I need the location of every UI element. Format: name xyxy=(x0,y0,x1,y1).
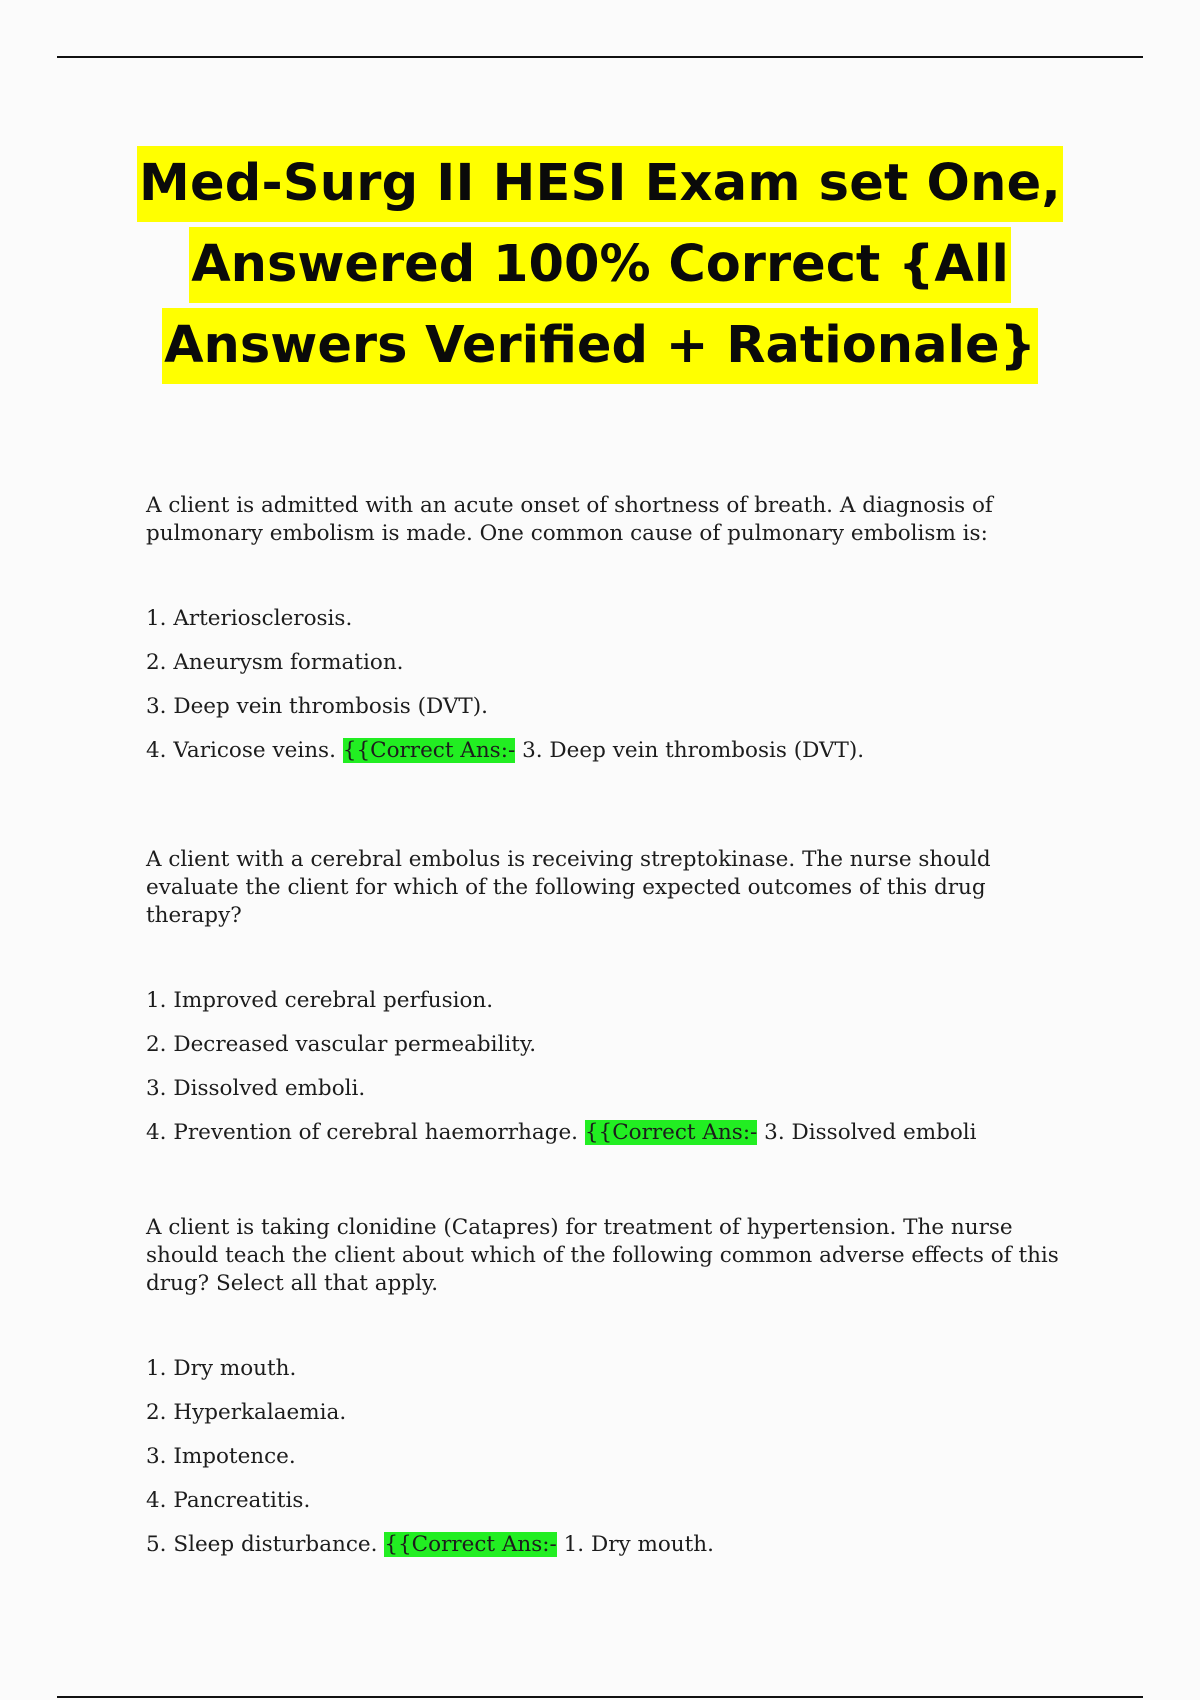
option-item: 1. Dry mouth. xyxy=(146,1356,297,1381)
option-item: 1. Improved cerebral perfusion. xyxy=(146,988,494,1013)
option-list xyxy=(146,606,1076,764)
option-item: 2. Decreased vascular permeability. xyxy=(146,1032,537,1057)
correct-answer-tag: {{Correct Ans:- xyxy=(384,1532,557,1557)
option-item: 2. Aneurysm formation. xyxy=(146,650,404,675)
document-title xyxy=(0,146,1200,389)
option-item-with-answer xyxy=(146,738,1076,764)
question-block xyxy=(146,846,1076,1214)
top-rule xyxy=(57,56,1143,58)
question-text: A client with a cerebral embolus is receiving streptokinase. The nurse should evaluate the client for which of the following expected outcomes of this drug therapy? xyxy=(146,847,991,928)
option-item: 3. Deep vein thrombosis (DVT). xyxy=(146,694,488,719)
option-item: 4. Pancreatitis. xyxy=(146,1488,311,1513)
option-text: 4. Prevention of cerebral haemorrhage. xyxy=(146,1120,579,1145)
question-block xyxy=(146,1214,1076,1582)
option-list xyxy=(146,988,1076,1146)
correct-answer-tag: {{Correct Ans:- xyxy=(342,738,516,763)
title-line-2: Answered 100% Correct {All xyxy=(189,227,1011,303)
option-item: 3. Impotence. xyxy=(146,1444,296,1469)
question-list xyxy=(146,492,1076,1582)
option-item: 3. Dissolved emboli. xyxy=(146,1076,366,1101)
option-item: 1. Arteriosclerosis. xyxy=(146,606,353,631)
option-list xyxy=(146,1356,1076,1558)
option-item-with-answer xyxy=(146,1120,1076,1146)
bottom-rule xyxy=(57,1696,1143,1698)
correct-answer: 3. Deep vein thrombosis (DVT). xyxy=(522,738,865,763)
correct-answer-tag: {{Correct Ans:- xyxy=(584,1120,758,1145)
correct-answer: 1. Dry mouth. xyxy=(563,1532,714,1557)
question-block xyxy=(146,492,1076,846)
option-item: 2. Hyperkalaemia. xyxy=(146,1400,347,1425)
question-text: A client is taking clonidine (Catapres) for treatment of hypertension. The nurse should teach the client about which of the following common adverse effects of this drug? Select all that apply. xyxy=(146,1215,1059,1296)
title-line-3: Answers Verified + Rationale} xyxy=(162,308,1038,384)
option-item-with-answer xyxy=(146,1532,1076,1558)
option-text: 4. Varicose veins. xyxy=(146,738,336,763)
title-line-1: Med-Surg II HESI Exam set One, xyxy=(137,146,1063,222)
option-text: 5. Sleep disturbance. xyxy=(146,1532,378,1557)
question-text: A client is admitted with an acute onset of shortness of breath. A diagnosis of pulmonary embolism is made. One common cause of pulmonary embolism is: xyxy=(146,493,993,546)
correct-answer: 3. Dissolved emboli xyxy=(764,1120,977,1145)
